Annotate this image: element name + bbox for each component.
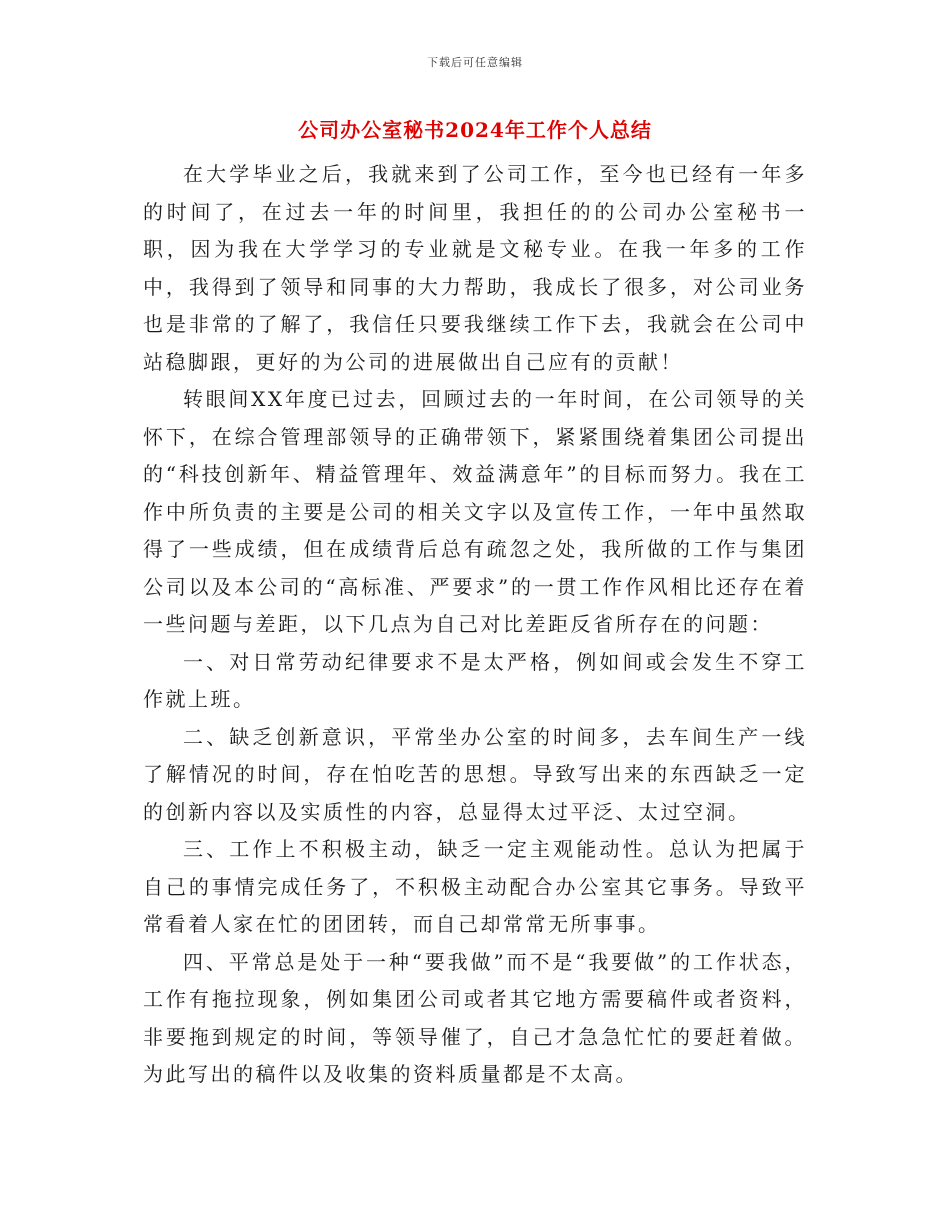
paragraph-issue-4: 四、平常总是处于一种“要我做”而不是“我要做”的工作状态，工作有拖拉现象，例如集团公司或者其它地方需要稿件或者资料，非要拖到规定的时间，等领导催了，自己才急急忙忙的要赶着做。为此写出的稿件以及收集的资料质量都是不太高。 [143, 949, 807, 1086]
paragraph-issue-1: 一、对日常劳动纪律要求不是太严格，例如间或会发生不穿工作就上班。 [143, 649, 807, 711]
paragraph-issue-2: 二、缺乏创新意识，平常坐办公室的时间多，去车间生产一线了解情况的时间，存在怕吃苦的思想。导致写出来的东西缺乏一定的创新内容以及实质性的内容，总显得太过平泛、太过空洞。 [143, 724, 807, 824]
document-title: 公司办公室秘书2024年工作个人总结 [298, 118, 652, 142]
header-note: 下载后可任意编辑 [427, 56, 523, 69]
paragraph-intro: 在大学毕业之后，我就来到了公司工作，至今也已经有一年多的时间了，在过去一年的时间里，我担任的的公司办公室秘书一职，因为我在大学学习的专业就是文秘专业。在我一年多的工作中，我得到了领导和同事的大力帮助，我成长了很多，对公司业务也是非常的了解了，我信任只要我继续工作下去，我就会在公司中站稳脚跟，更好的为公司的进展做出自己应有的贡献！ [143, 162, 807, 374]
paragraph-issue-3: 三、工作上不积极主动，缺乏一定主观能动性。总认为把属于自己的事情完成任务了，不积极主动配合办公室其它事务。导致平常看着人家在忙的团团转，而自己却常常无所事事。 [143, 837, 807, 936]
document-body [143, 156, 807, 1094]
paragraph-review: 转眼间XX年度已过去，回顾过去的一年时间，在公司领导的关怀下，在综合管理部领导的正确带领下，紧紧围绕着集团公司提出的“科技创新年、精益管理年、效益满意年”的目标而努力。我在工作中所负责的主要是公司的相关文字以及宣传工作，一年中虽然取得了一些成绩，但在成绩背后总有疏忽之处，我所做的工作与集团公司以及本公司的“高标准、严要求”的一贯工作作风相比还存在着一些问题与差距，以下几点为自己对比差距反省所存在的问题： [143, 387, 807, 636]
